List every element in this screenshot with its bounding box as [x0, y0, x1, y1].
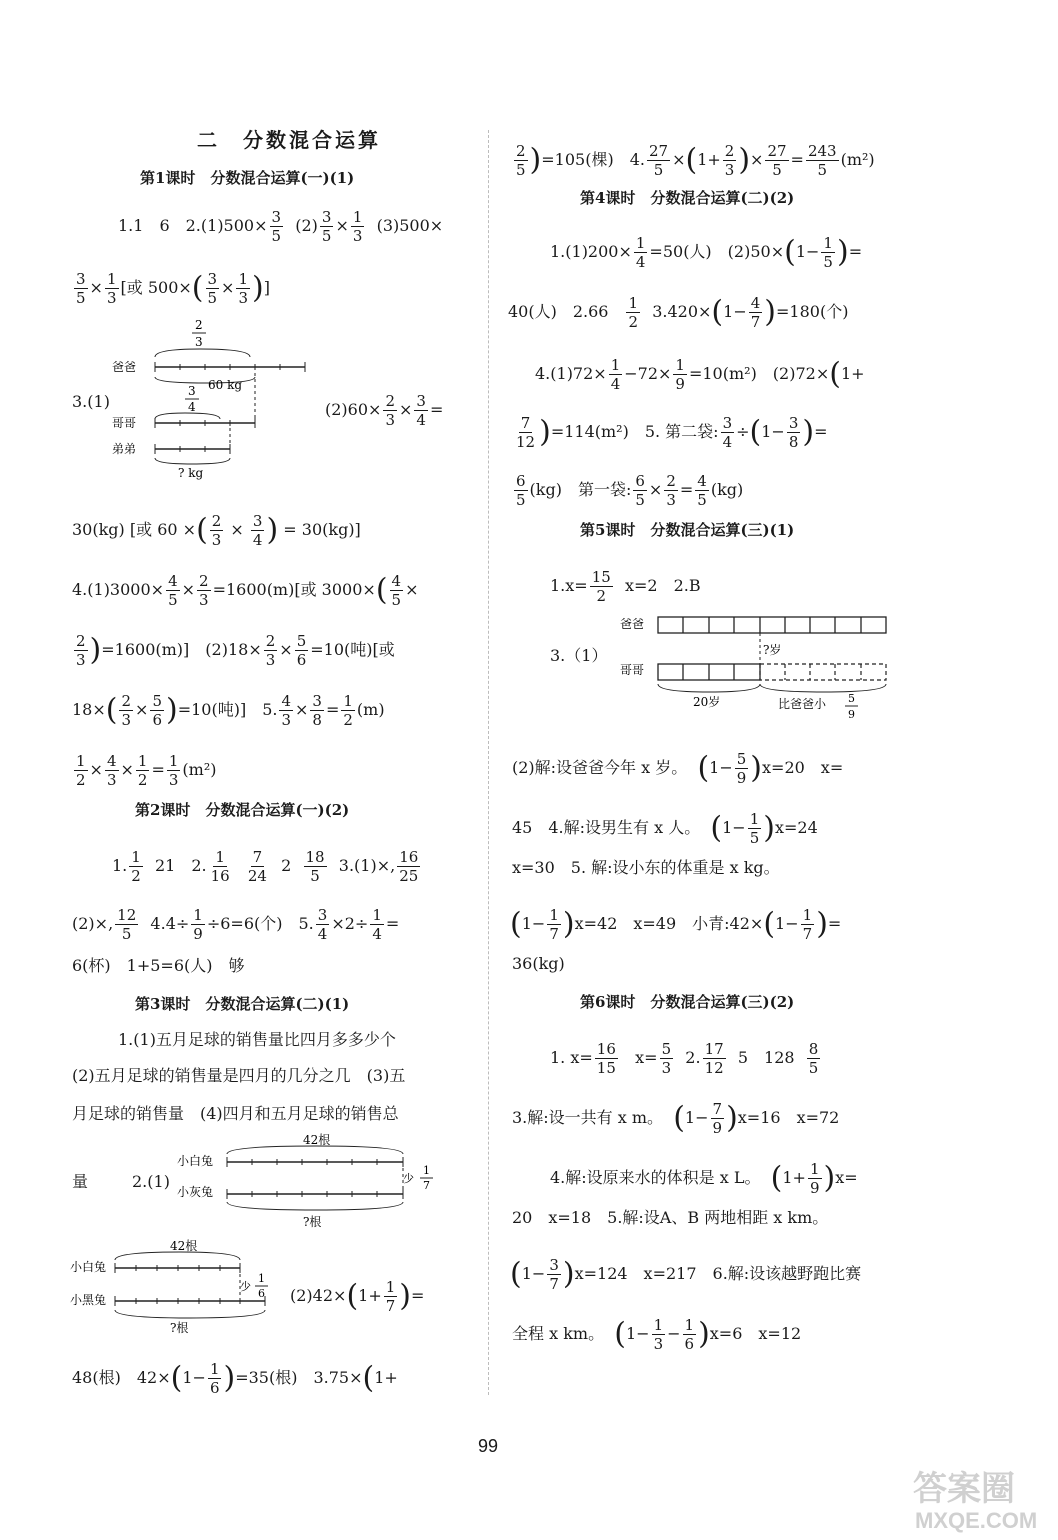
- fraction: $\frac{2}{3}$: [724, 142, 735, 179]
- svg-text:小黑兔: 小黑兔: [70, 1293, 107, 1307]
- fraction: $\frac{1}{9}$: [193, 906, 203, 943]
- l4-line-a: 1.(1)200× $\frac{1}{4}$ =50(人) (2)50×(1− $\frac{1}{5}$ )=: [550, 234, 863, 271]
- fraction: $\frac{8}{5}$: [808, 1040, 819, 1077]
- fraction: $\frac{2}{3}$: [121, 692, 132, 729]
- l3-line-f: 48(根) 42×(1− $\frac{1}{6}$ )=35(根) 3.75×(1+: [72, 1360, 398, 1397]
- fraction: $\frac{2}{3}$: [211, 512, 222, 549]
- l3-line-c: 月足球的销售量 (4)四月和五月足球的销售总: [72, 1104, 399, 1123]
- l4-line-b: 40(人) 2.66 $\frac{1}{2}$ 3.420×(1− $\frac{4}{7}$ )=180(个): [508, 294, 849, 331]
- l6-line-c: 4.解:设原来水的体积是 x L。 (1+ $\frac{1}{9}$ )x=: [550, 1160, 858, 1197]
- lesson-4-title: 第4课时 分数混合运算(二)(2): [580, 189, 795, 207]
- l5-line-c: 45 4.解:设男生有 x 人。 (1− $\frac{1}{5}$ )x=24: [512, 810, 818, 847]
- fraction: $\frac{1}{4}$: [372, 906, 382, 943]
- svg-text:MXQE.COM: MXQE.COM: [915, 1508, 1038, 1533]
- l1-line-c: (2)60× $\frac{2}{3}$ × $\frac{3}{4}$ =: [325, 392, 444, 429]
- l1-line-h: $\frac{1}{2}$ × $\frac{4}{3}$ × $\frac{1}{2}$ = $\frac{1}{3}$ (m²): [76, 752, 217, 789]
- l3-line-d2: 2.(1): [132, 1172, 170, 1191]
- fraction: $\frac{27}{5}$: [648, 142, 669, 179]
- fraction: $\frac{1}{5}$: [823, 234, 833, 271]
- lesson-5-title: 第5课时 分数混合运算(三)(1): [580, 521, 795, 539]
- svg-text:1: 1: [423, 1164, 430, 1177]
- l5-line-d: x=30 5. 解:设小东的体重是 x kg。: [512, 858, 780, 877]
- l1-line-e: 4.(1)3000× $\frac{4}{5}$ × $\frac{2}{3}$ =1600(m)[或 3000×( $\frac{4}{5}$ ×: [72, 572, 419, 609]
- fraction: $\frac{1}{3}$: [168, 752, 179, 789]
- l4-line-e: $\frac{6}{5}$ (kg) 第一袋: $\frac{6}{5}$ × $\frac{2}{3}$ = $\frac{4}{5}$ (kg): [516, 472, 744, 509]
- l3-line-b: (2)五月足球的销售量是四月的几分之几 (3)五: [72, 1066, 406, 1085]
- fraction: $\frac{18}{5}$: [305, 848, 325, 885]
- svg-text:1: 1: [258, 1272, 265, 1285]
- fraction: $\frac{243}{5}$: [807, 142, 837, 179]
- svg-text:5: 5: [848, 692, 855, 705]
- l6-line-d: 20 x=18 5.解:设A、B 两地相距 x km。: [512, 1208, 829, 1227]
- r-line-0: $\frac{2}{5}$ )=105(棵) 4. $\frac{27}{5}$ ×(1+ $\frac{2}{3}$ )× $\frac{27}{5}$ = $\frac{243}{5}$ (m²): [516, 142, 875, 179]
- svg-text:3: 3: [188, 384, 196, 398]
- svg-text:比爸爸小: 比爸爸小: [778, 697, 827, 711]
- l5-line-a: 1.x= $\frac{15}{2}$ x=2 2.B: [550, 568, 701, 605]
- svg-text:4: 4: [188, 400, 196, 414]
- l5-line-f: 36(kg): [512, 954, 565, 973]
- fraction: $\frac{1}{2}$: [131, 848, 141, 885]
- svg-text:6: 6: [258, 1287, 265, 1300]
- l1-line-d: 30(kg) [或 60 ×( $\frac{2}{3}$ × $\frac{3}{4}$ ) = 30(kg)]: [72, 512, 361, 549]
- l3-line-a: 1.(1)五月足球的销售量比四月多多少个: [118, 1030, 396, 1049]
- fraction: $\frac{6}{5}$: [635, 472, 645, 509]
- column-divider: [488, 130, 489, 1395]
- svg-text:60 kg: 60 kg: [208, 378, 243, 392]
- lesson-6-title: 第6课时 分数混合运算(三)(2): [580, 993, 795, 1011]
- svg-text:答案圈: 答案圈: [913, 1469, 1015, 1509]
- svg-text:42根: 42根: [170, 1239, 198, 1253]
- fraction: $\frac{1}{16}$: [210, 848, 230, 885]
- fraction: $\frac{4}{3}$: [281, 692, 292, 729]
- l2-line-a: 1. $\frac{1}{2}$ 21 2. $\frac{1}{16}$ $\frac{7}{24}$ 2 $\frac{18}{5}$ 3.(1)×, $\frac{16}{25}$: [112, 848, 419, 885]
- svg-text:小白兔: 小白兔: [177, 1154, 214, 1168]
- fraction: $\frac{1}{7}$: [802, 906, 813, 943]
- fraction: $\frac{2}{3}$: [199, 572, 209, 609]
- fraction: $\frac{5}{6}$: [152, 692, 162, 729]
- fraction: $\frac{1}{3}$: [653, 1316, 664, 1353]
- fraction: $\frac{1}{2}$: [343, 692, 353, 729]
- l1-line-b: $\frac{3}{5}$ × $\frac{1}{3}$ [或 500×( $\frac{3}{5}$ × $\frac{1}{3}$ )]: [76, 270, 270, 307]
- svg-text:小灰兔: 小灰兔: [177, 1185, 214, 1199]
- fraction: $\frac{2}{3}$: [666, 472, 676, 509]
- fraction: $\frac{3}{4}$: [252, 512, 263, 549]
- fraction: $\frac{3}{5}$: [207, 270, 218, 307]
- fraction: $\frac{5}{3}$: [661, 1040, 672, 1077]
- l6-line-f: 全程 x km。 (1− $\frac{1}{3}$ − $\frac{1}{6}$ )x=6 x=12: [512, 1316, 802, 1353]
- fraction: $\frac{4}{5}$: [391, 572, 402, 609]
- fraction: $\frac{1}{9}$: [675, 356, 685, 393]
- fraction: $\frac{17}{12}$: [704, 1040, 724, 1077]
- svg-text:3: 3: [195, 335, 203, 349]
- fraction: $\frac{6}{5}$: [516, 472, 526, 509]
- l5-line-e: (1− $\frac{1}{7}$ )x=42 x=49 小青:42×(1− $\frac{1}{7}$ )=: [510, 906, 842, 943]
- svg-text:20岁: 20岁: [693, 695, 721, 709]
- line-segment-diagram-4: [618, 612, 898, 726]
- fraction: $\frac{1}{3}$: [352, 208, 363, 245]
- fraction: $\frac{1}{7}$: [385, 1278, 396, 1315]
- l3-line-e: (2)42×(1+ $\frac{1}{7}$ )=: [290, 1278, 425, 1315]
- line-segment-diagram-2: [175, 1132, 445, 1236]
- svg-text:2: 2: [195, 318, 203, 332]
- fraction: $\frac{1}{2}$: [137, 752, 148, 789]
- fraction: $\frac{3}{8}$: [788, 414, 799, 451]
- line-segment-diagram-3: [70, 1238, 280, 1342]
- fraction: $\frac{2}{3}$: [265, 632, 276, 669]
- l6-line-e: (1− $\frac{3}{7}$ )x=124 x=217 6.解:设该越野跑比赛: [510, 1256, 862, 1293]
- svg-text:?根: ?根: [303, 1215, 322, 1229]
- lesson-2-title: 第2课时 分数混合运算(一)(2): [135, 801, 350, 819]
- fraction: $\frac{3}{5}$: [321, 208, 332, 245]
- fraction: $\frac{3}{7}$: [549, 1256, 559, 1293]
- l5-line-b: (2)解:设爸爸今年 x 岁。 (1− $\frac{5}{9}$ )x=20 x=: [512, 750, 844, 787]
- fraction: $\frac{1}{5}$: [749, 810, 760, 847]
- fraction: $\frac{1}{4}$: [635, 234, 646, 271]
- svg-text:少: 少: [240, 1280, 251, 1293]
- fraction: $\frac{12}{5}$: [117, 906, 137, 943]
- fraction: $\frac{5}{6}$: [296, 632, 307, 669]
- l1-line-g: 18×( $\frac{2}{3}$ × $\frac{5}{6}$ )=10(吨)] 5. $\frac{4}{3}$ × $\frac{3}{8}$ = $\frac{1}{2}$ (m): [72, 692, 385, 729]
- fraction: $\frac{1}{2}$: [76, 752, 86, 789]
- fraction: $\frac{4}{5}$: [697, 472, 707, 509]
- fraction: $\frac{27}{5}$: [767, 142, 787, 179]
- svg-text:? kg: ? kg: [178, 466, 204, 480]
- fraction: $\frac{1}{3}$: [106, 270, 117, 307]
- fraction: $\frac{3}{5}$: [76, 270, 86, 307]
- fraction: $\frac{5}{9}$: [736, 750, 747, 787]
- fraction: $\frac{7}{9}$: [712, 1100, 723, 1137]
- svg-text:小白兔: 小白兔: [70, 1260, 107, 1274]
- l3-line-d: 量: [72, 1172, 89, 1191]
- svg-text:?岁: ?岁: [763, 643, 782, 657]
- l6-line-a: 1. x= $\frac{16}{15}$ x= $\frac{5}{3}$ 2. $\frac{17}{12}$ 5 128 $\frac{8}{5}$: [550, 1040, 819, 1077]
- fraction: $\frac{16}{15}$: [596, 1040, 616, 1077]
- fraction: $\frac{3}{4}$: [317, 906, 328, 943]
- l4-line-d: $\frac{7}{12}$ )=114(m²) 5. 第二袋: $\frac{3}{4}$ ÷(1− $\frac{3}{8}$ )=: [516, 414, 828, 451]
- fraction: $\frac{1}{7}$: [549, 906, 559, 943]
- fraction: $\frac{1}{6}$: [209, 1360, 220, 1397]
- svg-text:少: 少: [403, 1172, 414, 1185]
- chapter-title: 二 分数混合运算: [197, 128, 381, 152]
- l6-line-b: 3.解:设一共有 x m。 (1− $\frac{7}{9}$ )x=16 x=72: [512, 1100, 840, 1137]
- svg-text:弟弟: 弟弟: [112, 442, 137, 456]
- l2-line-b: (2)×, $\frac{12}{5}$ 4.4÷ $\frac{1}{9}$ ÷6=6(个) 5. $\frac{3}{4}$ ×2÷ $\frac{1}{4}$ =: [72, 906, 400, 943]
- fraction: $\frac{7}{12}$: [516, 414, 536, 451]
- fraction: $\frac{4}{3}$: [106, 752, 117, 789]
- fraction: $\frac{3}{8}$: [312, 692, 322, 729]
- fraction: $\frac{4}{5}$: [168, 572, 178, 609]
- fraction: $\frac{2}{5}$: [516, 142, 526, 179]
- l4-line-c: 4.(1)72× $\frac{1}{4}$ −72× $\frac{1}{9}$ =10(m²) (2)72×(1+: [535, 356, 865, 393]
- page-number: 99: [478, 1436, 499, 1456]
- watermark-logo: [905, 1462, 1055, 1536]
- svg-text:爸爸: 爸爸: [112, 360, 137, 374]
- fraction: $\frac{1}{6}$: [684, 1316, 695, 1353]
- fraction: $\frac{1}{2}$: [628, 294, 639, 331]
- svg-text:哥哥: 哥哥: [112, 416, 137, 430]
- fraction: $\frac{15}{2}$: [591, 568, 611, 605]
- fraction: $\frac{3}{5}$: [271, 208, 282, 245]
- svg-text:9: 9: [848, 708, 855, 721]
- svg-text:?根: ?根: [170, 1321, 189, 1335]
- fraction: $\frac{7}{24}$: [247, 848, 267, 885]
- svg-text:7: 7: [423, 1179, 430, 1192]
- l5-line-label: 3.（1）: [550, 646, 608, 665]
- svg-text:哥哥: 哥哥: [620, 663, 645, 677]
- l1-line-c-label: 3.(1): [72, 392, 110, 411]
- fraction: $\frac{16}{25}$: [399, 848, 419, 885]
- fraction: $\frac{2}{3}$: [76, 632, 86, 669]
- lesson-1-title: 第1课时 分数混合运算(一)(1): [140, 169, 355, 187]
- fraction: $\frac{1}{3}$: [238, 270, 248, 307]
- fraction: $\frac{3}{4}$: [722, 414, 733, 451]
- fraction: $\frac{4}{7}$: [750, 294, 761, 331]
- svg-text:42根: 42根: [303, 1133, 331, 1147]
- lesson-3-title: 第3课时 分数混合运算(二)(1): [135, 995, 350, 1013]
- fraction: $\frac{1}{4}$: [610, 356, 621, 393]
- l1-line-f: $\frac{2}{3}$ )=1600(m)] (2)18× $\frac{2}{3}$ × $\frac{5}{6}$ =10(吨)[或: [76, 632, 395, 669]
- svg-text:爸爸: 爸爸: [620, 617, 645, 631]
- fraction: $\frac{1}{9}$: [809, 1160, 820, 1197]
- fraction: $\frac{3}{4}$: [416, 392, 426, 429]
- fraction: $\frac{2}{3}$: [385, 392, 395, 429]
- line-segment-diagram-1: [110, 315, 320, 484]
- l2-line-c: 6(杯) 1+5=6(人) 够: [72, 956, 245, 975]
- l1-line-a: 1.1 6 2.(1)500× $\frac{3}{5}$ (2) $\frac{3}{5}$ × $\frac{1}{3}$ (3)500×: [118, 208, 444, 245]
